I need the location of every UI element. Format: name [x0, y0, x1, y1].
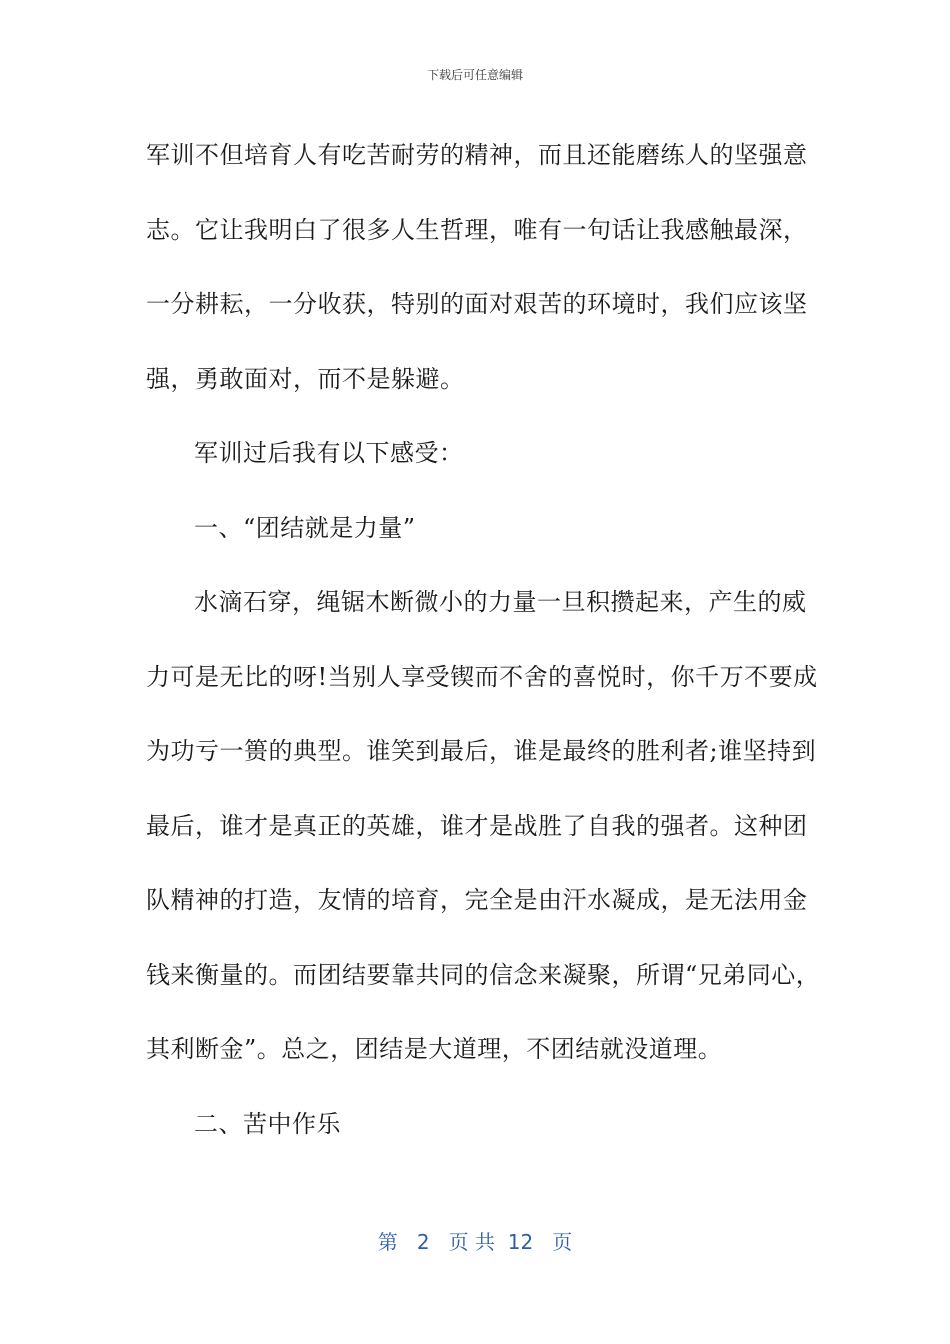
text-line: 军训不但培育人有吃苦耐劳的精神，而且还能磨练人的坚强意 [146, 141, 808, 169]
text-line: 一分耕耘，一分收获，特别的面对艰苦的环境时，我们应该坚 [146, 290, 808, 318]
text-line: 一、“团结就是力量” [194, 513, 416, 542]
text-line: 二、苦中作乐 [194, 1109, 341, 1138]
text-line: 强，勇敢面对，而不是躲避。 [146, 364, 465, 393]
text-line: 为功亏一篑的典型。谁笑到最后，谁是最终的胜利者;谁坚持到 [146, 737, 817, 765]
text-line: 力可是无比的呀!当别人享受锲而不舍的喜悦时，你千万不要成 [146, 662, 818, 691]
text-line: 志。它让我明白了很多人生哲理，唯有一句话让我感触最深， [146, 215, 808, 244]
text-line: 其利断金”。总之，团结是大道理，不团结就没道理。 [146, 1035, 723, 1063]
text-line: 最后，谁才是真正的英雄，谁才是战胜了自我的强者。这种团 [146, 811, 808, 840]
total-pages-number: 12 [507, 1230, 534, 1254]
current-page-number: 2 [416, 1230, 430, 1254]
footer-label-page: 第 [377, 1230, 398, 1254]
footer-label-total: 页 共 [448, 1230, 495, 1254]
paragraph [146, 416, 806, 491]
text-line: 钱来衡量的。而团结要靠共同的信念来凝聚，所谓“兄弟同心， [146, 960, 821, 989]
footer-label-end: 页 [552, 1230, 573, 1254]
page-footer [0, 1226, 950, 1255]
text-line: 队精神的打造，友情的培育，完全是由汗水凝成，是无法用金 [146, 886, 808, 914]
paragraph [146, 565, 821, 1087]
section-heading [146, 1087, 806, 1162]
document-body [146, 118, 821, 1161]
section-heading [146, 491, 806, 566]
text-line: 水滴石穿，绳锯木断微小的力量一旦积攒起来，产生的威 [194, 588, 807, 616]
paragraph [146, 118, 806, 416]
text-line: 军训过后我有以下感受： [194, 439, 464, 467]
page-header: 下载后可任意编辑 [426, 68, 523, 82]
